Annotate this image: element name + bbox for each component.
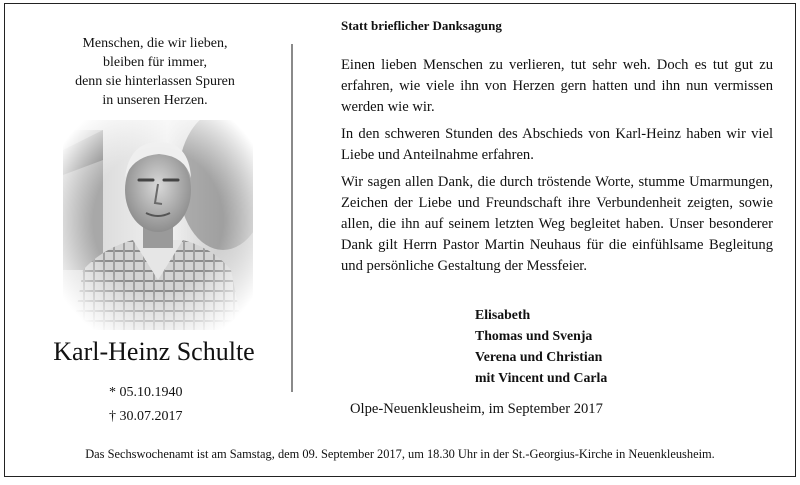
family-signatures xyxy=(475,304,607,388)
signature-line: Verena und Christian xyxy=(475,349,603,364)
thank-you-text xyxy=(341,55,773,283)
death-date: † 30.07.2017 xyxy=(109,409,183,424)
poem-line: bleiben für immer, xyxy=(102,55,207,70)
signature-line: Elisabeth xyxy=(475,307,531,322)
deceased-name: Karl-Heinz Schulte xyxy=(53,337,255,366)
paragraph: In den schweren Stunden des Abschieds von Karl-Heinz haben wir viel Liebe und Anteilnahme erfahren. xyxy=(341,126,773,163)
poem-line: in unseren Herzen. xyxy=(102,93,208,108)
paragraph: Wir sagen allen Dank, die durch tröstende Worte, stumme Umarmungen, Zeichen der Liebe und Freundschaft ihre Verbundenheit zeigten, sowie allen, die ihn auf seinem letzten Weg begleitet haben. Unser besonderer Dank gilt Herrn Pastor Martin Neuhaus für die einfühlsame Begleitung und persönliche Gestaltung der Messfeier. xyxy=(341,174,773,274)
obituary-notice xyxy=(4,3,796,477)
memorial-service-note: Das Sechswochenamt ist am Samstag, dem 09. September 2017, um 18.30 Uhr in der St.-Georgius-Kirche in Neuenkleusheim. xyxy=(85,447,715,461)
poem-line: Menschen, die wir lieben, xyxy=(82,36,228,51)
signature-line: Thomas und Svenja xyxy=(475,328,593,343)
notice-heading: Statt brieflicher Danksagung xyxy=(341,18,502,33)
place-and-date: Olpe-Neuenkleusheim, im September 2017 xyxy=(350,401,603,417)
memorial-poem xyxy=(35,34,275,110)
paragraph: Einen lieben Menschen zu verlieren, tut sehr weh. Doch es tut gut zu erfahren, wie viele ihn von Herzen gern hatten und ihn nun vermissen werden wie wir. xyxy=(341,57,773,115)
portrait-photo xyxy=(63,120,253,330)
life-dates xyxy=(109,381,183,429)
signature-line: mit Vincent und Carla xyxy=(475,370,608,385)
column-divider xyxy=(291,44,293,392)
poem-line: denn sie hinterlassen Spuren xyxy=(75,74,235,89)
birth-date: * 05.10.1940 xyxy=(109,385,183,400)
